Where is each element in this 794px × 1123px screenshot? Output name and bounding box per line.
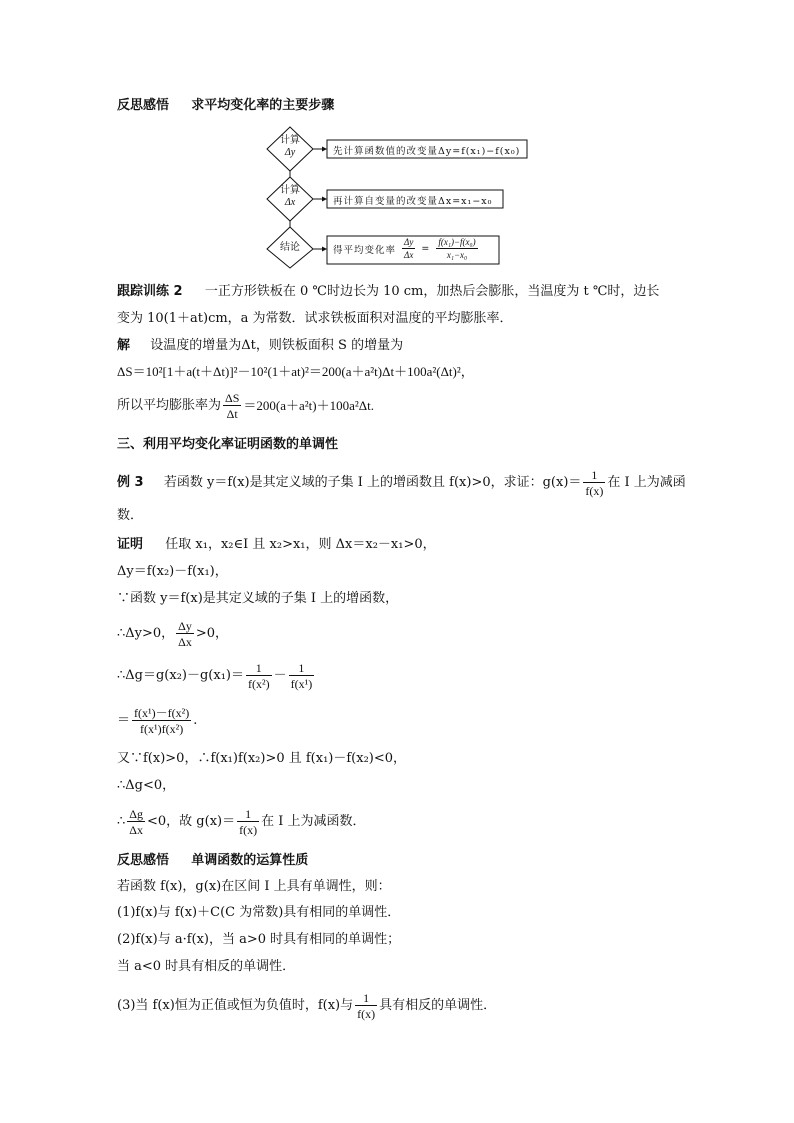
- reflect-2-line-1: 若函数 f(x)，g(x)在区间 I 上具有单调性，则：: [117, 879, 391, 894]
- reflect-heading-2: 反思感悟 单调函数的运算性质: [117, 853, 309, 868]
- diamond-1-label: 计算 Δy: [280, 135, 300, 158]
- example-label: 例 3: [117, 475, 144, 490]
- exercise-label: 跟踪训练 2: [117, 284, 183, 299]
- solution-line-3: 所以平均膨胀率为 $\frac{\Delta S}{\Delta t}$ ＝200(a＋a²t)＋100a²Δt.: [117, 391, 375, 421]
- diamond-3-label: 结论: [280, 242, 300, 253]
- proof-line-6: ＝ $\frac{\text{f(x¹)－f(x²)}}{\text{f(x¹)f(x²)}}$ .: [117, 706, 198, 736]
- exercise-2-line-1: 跟踪训练 2 一正方形铁板在 0 ℃时边长为 10 cm，加热后会膨胀，当温度为 t ℃时，边长: [117, 284, 660, 299]
- proof-line-3: ∵函数 y＝f(x)是其定义域的子集 I 上的增函数，: [117, 591, 399, 606]
- exercise-2-line-2: 变为 10(1＋at)cm，a 为常数．试求铁板面积对温度的平均膨胀率．: [117, 311, 513, 326]
- proof-line-2: Δy＝f(x₂)－f(x₁)，: [117, 564, 228, 579]
- section-3-title: 三、利用平均变化率证明函数的单调性: [117, 437, 339, 452]
- proof-line-7: 又∵f(x)>0，∴f(x₁)f(x₂)>0 且 f(x₁)－f(x₂)<0，: [117, 751, 407, 766]
- solution-line-1: 解 设温度的增量为Δt，则铁板面积 S 的增量为: [117, 338, 404, 353]
- reflect-heading-1: [117, 97, 334, 115]
- reflect-2-line-4: 当 a<0 时具有相反的单调性．: [117, 959, 296, 974]
- solution-label: 解: [117, 338, 131, 353]
- reflect-2-line-5: (3)当 f(x)恒为正值或恒为负值时，f(x)与 $\frac{1}{f(x)}$ 具有相反的单调性．: [117, 991, 497, 1021]
- box-2-label: 再计算自变量的改变量Δx=x₁−x₀: [333, 196, 493, 207]
- reflect-subtitle: 求平均变化率的主要步骤: [191, 98, 335, 113]
- flowchart: [265, 125, 535, 270]
- solution-line-2: ΔS＝10²[1＋a(t＋Δt)]²－10²(1＋at)²＝200(a＋a²t)Δt＋100a²(Δt)²，: [117, 364, 474, 379]
- box-3-label: 得平均变化率 $\frac{\Delta y}{\Delta x}$ = $\frac{\text{f(x₁)−f(x₀)}}{\text{x₁−x₀}}$: [333, 237, 476, 260]
- diamond-2-label: 计算 Δx: [280, 185, 300, 208]
- proof-line-8: ∴Δg<0，: [117, 778, 176, 793]
- reflect-title: 反思感悟: [117, 98, 170, 113]
- proof-line-9: ∴ $\frac{\Delta g}{\Delta x}$ <0，故 g(x)＝ $\frac{1}{f(x)}$ 在 I 上为减函数．: [117, 807, 366, 837]
- example-3-line-1: 例 3 若函数 y＝f(x)是其定义域的子集 I 上的增函数且 f(x)>0，求证：g(x)＝ $\frac{1}{f(x)}$ 在 I 上为减函: [117, 468, 686, 498]
- example-3-line-2: 数．: [117, 508, 144, 523]
- reflect-2-line-2: (1)f(x)与 f(x)＋C(C 为常数)具有相同的单调性．: [117, 905, 401, 920]
- proof-line-5: ∴Δg＝g(x₂)－g(x₁)＝ $\frac{1}{\text{f(x²)}}$ － $\frac{1}{\text{f(x¹)}}$: [117, 661, 313, 691]
- proof-line-4: ∴Δy>0， $\frac{\Delta y}{\Delta x}$ >0，: [117, 619, 229, 649]
- proof-line-1: 证明 任取 x₁，x₂∈I 且 x₂>x₁，则 Δx＝x₂－x₁>0，: [117, 537, 436, 552]
- proof-label: 证明: [117, 537, 144, 552]
- box-1-label: 先计算函数值的改变量Δy=f(x₁)−f(x₀): [333, 146, 521, 157]
- reflect-2-line-3: (2)f(x)与 a·f(x)，当 a>0 时具有相同的单调性；: [117, 932, 401, 947]
